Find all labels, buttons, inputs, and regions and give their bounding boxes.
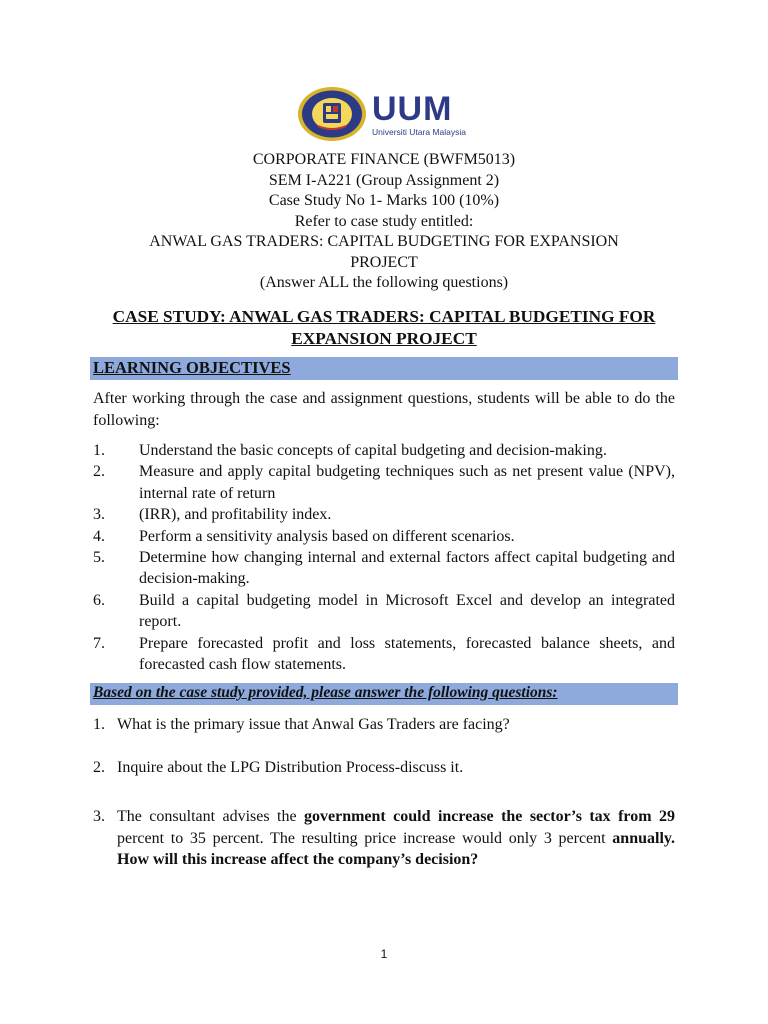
case-name-line-2: PROJECT bbox=[350, 253, 418, 271]
uum-logo bbox=[296, 86, 466, 142]
logo-subtitle: Universiti Utara Malaysia bbox=[372, 126, 466, 137]
case-name-line: ANWAL GAS TRADERS: CAPITAL BUDGETING FOR EXPANSION bbox=[149, 233, 619, 250]
question-text-emphasis: annually. How will this increase affect the company’s decision? bbox=[117, 829, 675, 868]
objective-text: Build a capital budgeting model in Microsoft Excel and develop an integrated report. bbox=[139, 591, 675, 631]
case-study-title-line-2: EXPANSION PROJECT bbox=[291, 329, 477, 348]
page-number: 1 bbox=[380, 947, 388, 961]
objective-text: Prepare forecasted profit and loss statements, forecasted balance sheets, and forecasted cash flow statements. bbox=[139, 634, 675, 674]
question-number: 1. bbox=[93, 716, 105, 733]
refer-line: Refer to case study entitled: bbox=[294, 212, 474, 230]
assignment-header bbox=[92, 150, 676, 294]
objective-item: 1. Understand the basic concepts of capital budgeting and decision-making. bbox=[93, 442, 607, 459]
case-study-title-line-1: CASE STUDY: ANWAL GAS TRADERS: CAPITAL BUDGETING FOR bbox=[112, 307, 656, 326]
questions-heading: Based on the case study provided, please answer the following questions: bbox=[93, 684, 558, 701]
case-study-title bbox=[92, 306, 676, 350]
objective-text: Understand the basic concepts of capital budgeting and decision-making. bbox=[139, 442, 607, 459]
question-text-emphasis: government could increase the sector’s tax from 29 bbox=[304, 808, 675, 825]
objective-text: (IRR), and profitability index. bbox=[139, 506, 332, 524]
learning-objectives-heading: LEARNING OBJECTIVES bbox=[93, 358, 291, 377]
objective-text: Perform a sensitivity analysis based on different scenarios. bbox=[139, 527, 515, 545]
question-3 bbox=[93, 806, 675, 871]
logo-wordmark: UUM bbox=[372, 89, 453, 128]
question-1 bbox=[93, 714, 675, 736]
case-marks-line: Case Study No 1- Marks 100 (10%) bbox=[268, 192, 500, 209]
instruction-line: (Answer ALL the following questions) bbox=[259, 274, 509, 291]
course-line: CORPORATE FINANCE (BWFM5013) bbox=[252, 151, 516, 168]
objective-text: Measure and apply capital budgeting techniques such as net present value (NPV), internal rate of return bbox=[139, 463, 675, 502]
question-number: 2. bbox=[93, 759, 105, 776]
question-text-part: The consultant advises the bbox=[117, 808, 304, 825]
question-text bbox=[93, 806, 675, 871]
question-text-part: percent to 35 percent. The resulting price increase would only 3 percent bbox=[117, 829, 613, 847]
objectives-intro: After working through the case and assignment questions, students will be able to do the following: bbox=[93, 390, 675, 429]
objective-item: 3. (IRR), and profitability index. bbox=[93, 506, 332, 524]
question-number: 3. bbox=[93, 808, 105, 825]
objective-text: Determine how changing internal and external factors affect capital budgeting and decision-making. bbox=[139, 549, 675, 588]
question-text: What is the primary issue that Anwal Gas Traders are facing? bbox=[117, 716, 510, 733]
questions-heading-bar bbox=[90, 683, 678, 705]
semester-line: SEM I-A221 (Group Assignment 2) bbox=[268, 171, 500, 189]
uum-crest-icon bbox=[296, 86, 368, 142]
question-2 bbox=[93, 757, 675, 779]
objectives-list bbox=[93, 440, 675, 675]
objective-item: 2. Measure and apply capital budgeting techniques such as net present value (NPV), internal rate of return bbox=[93, 463, 675, 502]
objective-item: 6. Build a capital budgeting model in Microsoft Excel and develop an integrated report. bbox=[93, 591, 675, 631]
question-text: Inquire about the LPG Distribution Process-discuss it. bbox=[117, 759, 464, 776]
objective-item: 7. Prepare forecasted profit and loss statements, forecasted balance sheets, and forecasted cash flow statements. bbox=[93, 634, 675, 674]
objective-item: 5. Determine how changing internal and external factors affect capital budgeting and decision-making. bbox=[93, 549, 675, 588]
learning-objectives-heading-bar bbox=[90, 357, 678, 380]
objective-item: 4. Perform a sensitivity analysis based on different scenarios. bbox=[93, 527, 515, 545]
